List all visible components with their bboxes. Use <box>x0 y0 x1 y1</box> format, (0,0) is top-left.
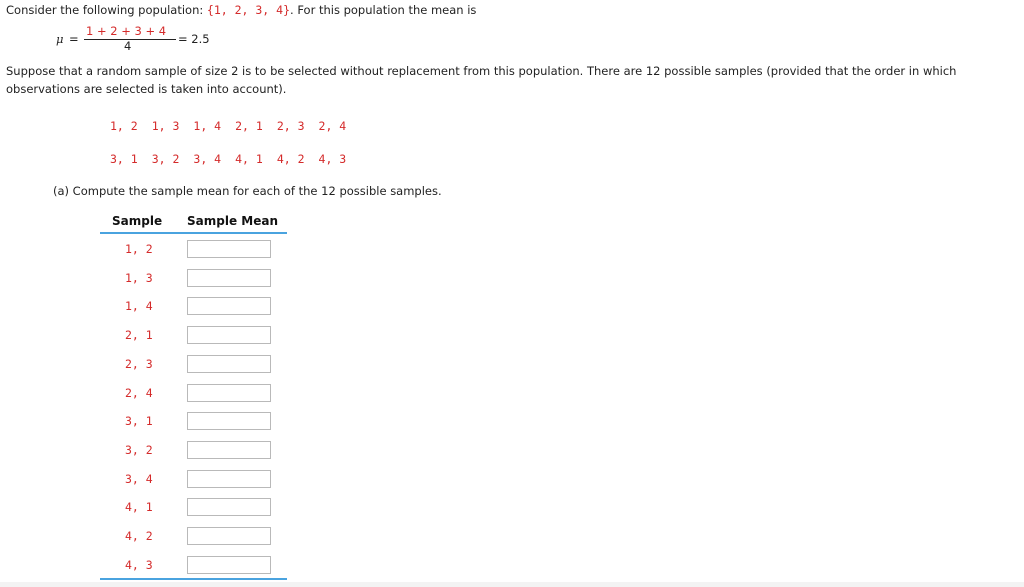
sample-mean-input[interactable] <box>187 269 271 287</box>
table-row-sample: 4, 1 <box>125 500 153 514</box>
table-header-sample: Sample <box>112 214 163 228</box>
sample-mean-input[interactable] <box>187 441 271 459</box>
table-row-sample: 3, 1 <box>125 414 153 428</box>
bottom-strip <box>0 582 1024 587</box>
sample-pair: 4, 1 <box>235 152 263 166</box>
sample-mean-input[interactable] <box>187 556 271 574</box>
sample-mean-input[interactable] <box>187 527 271 545</box>
fraction-numerator: 1 + 2 + 3 + 4 <box>86 24 167 38</box>
sample-pair: 2, 3 <box>276 119 305 133</box>
sample-mean-input[interactable] <box>187 297 271 315</box>
intro-suffix: . For this population the mean is <box>290 3 477 17</box>
table-row-sample: 3, 4 <box>125 472 153 486</box>
sample-pair: 1, 3 <box>151 119 180 133</box>
table-row-sample: 4, 3 <box>125 558 153 572</box>
samples-row-2 <box>110 152 360 166</box>
table-row-sample: 2, 4 <box>125 386 153 400</box>
table-row-sample: 2, 1 <box>125 328 153 342</box>
sample-pair: 1, 4 <box>193 119 222 133</box>
table-row-sample: 3, 2 <box>125 443 153 457</box>
part-a-question: (a) Compute the sample mean for each of the 12 possible samples. <box>53 184 442 198</box>
mu-equals: = <box>69 32 79 46</box>
sample-pair: 2, 4 <box>318 119 347 133</box>
table-top-rule <box>100 232 287 234</box>
problem-description: Suppose that a random sample of size 2 is to be selected without replacement from this population. There are 12 possible samples (provided that the order in which observations are selected is taken into account). <box>6 64 957 96</box>
table-header-sample-mean: Sample Mean <box>187 214 278 228</box>
intro-text <box>6 3 476 17</box>
sample-pair: 4, 2 <box>276 152 305 166</box>
sample-pair: 1, 2 <box>110 119 138 133</box>
fraction-denominator: 4 <box>124 39 132 53</box>
population-set: {1, 2, 3, 4} <box>206 3 291 17</box>
mu-symbol: μ <box>56 32 64 46</box>
sample-pair: 2, 1 <box>235 119 263 133</box>
table-row-sample: 2, 3 <box>125 357 153 371</box>
sample-mean-input[interactable] <box>187 240 271 258</box>
table-row-sample: 1, 4 <box>125 299 153 313</box>
sample-pair: 3, 4 <box>193 152 222 166</box>
sample-mean-input[interactable] <box>187 326 271 344</box>
mean-result: = 2.5 <box>178 32 210 46</box>
samples-row-1 <box>110 119 360 133</box>
intro-prefix: Consider the following population: <box>6 3 207 17</box>
sample-mean-input[interactable] <box>187 384 271 402</box>
table-row-sample: 1, 2 <box>125 242 153 256</box>
sample-pair: 3, 2 <box>151 152 180 166</box>
sample-pair: 3, 1 <box>110 152 138 166</box>
sample-mean-input[interactable] <box>187 412 271 430</box>
sample-mean-input[interactable] <box>187 498 271 516</box>
table-bottom-rule <box>100 578 287 580</box>
sample-pair: 4, 3 <box>318 152 347 166</box>
table-row-sample: 4, 2 <box>125 529 153 543</box>
sample-mean-input[interactable] <box>187 355 271 373</box>
table-row-sample: 1, 3 <box>125 271 153 285</box>
sample-mean-input[interactable] <box>187 470 271 488</box>
